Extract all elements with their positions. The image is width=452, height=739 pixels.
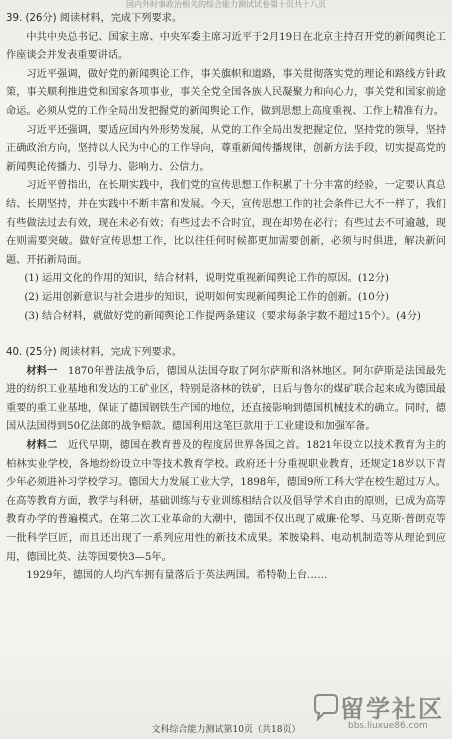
- material-text: 1870年普法战争后，德国从法国夺取了阿尔萨斯和洛林地区。阿尔萨斯是法国最先进的纺织工业基地和发达的工矿业区，特别是洛林的铁矿，日后与鲁尔的煤矿联合起来成为德国最重要的重工业基地，保证了德国钢铁生产国的地位，还直接影响到德国机械技术的确立。同时，德国从法国得到50亿法郎的战争赔款。德国利用这笔巨款用于工业建设和加强军备。: [6, 365, 446, 433]
- q39-paragraph: 习近平曾指出，在长期实践中，我们党的宣传思想工作积累了十分丰富的经验，一定要认真总结、长期坚持，并在实践中不断丰富和发展。今天，宣传思想工作的社会条件已大不一样了，我们有些做法过去有效，现在未必有效；有些过去不合时宜，现在却势在必行；有些过去不可逾越，现在则需要突破。做好宣传思想工作，比以往任何时候都更加需要创新，必须与时俱进，解决新问题、开拓新局面。: [6, 180, 446, 266]
- material-label: 材料二: [26, 440, 58, 452]
- watermark-url: bbs.liuxue86.com: [348, 721, 428, 731]
- question-40-heading: 40. (25分) 阅读材料，完成下列要求。: [6, 347, 183, 359]
- q40-material-1: [6, 363, 446, 437]
- material-text: 近代早期，德国在教育普及的程度居世界各国之首。1821年设立以技术教育为主的柏林实业学校，各地纷纷设立中等技术教育学校。政府还十分重视职业教育，还规定18岁以下青少年必须进补习学校学习。德国大力发展工业大学，1898年，德国9所工科大学在校生超过万人。在高等教育方面，教学与科研，基础训练与专业训练相结合以及倡导学术自由的原则，已成为高等教育办学的普遍模式。在第二次工业革命的大潮中，德国不仅出现了威廉·伦琴、马克斯·普朗克等一批科学巨匠，而且还出现了一系列应用性的新技术成果。苯胺染料、电动机制造等从理论到应用，德国比英、法等国要快3—5年。: [6, 440, 446, 563]
- exam-content: [6, 10, 446, 586]
- watermark-text: 留学社区: [340, 695, 444, 723]
- q40-tail-line: 1929年，德国的人均汽车拥有量落后于英法两国。希特勒上台……: [26, 570, 328, 582]
- q39-paragraph: 习近平强调，做好党的新闻舆论工作，事关旗帜和道路，事关贯彻落实党的理论和路线方针政策，事关顺利推进党和国家各项事业，事关全党全国各族人民凝聚力和向心力，事关党和国家前途命运。必须从党的工作全局出发把握党的新闻舆论工作，做到思想上高度重视、工作上精准有力。: [6, 68, 446, 117]
- material-label: 材料一: [26, 365, 58, 377]
- q39-subquestion-1: (1) 运用文化的作用的知识，结合材料，说明党重视新闻舆论工作的原因。(12分): [24, 273, 389, 285]
- q39-subquestion-3: (3) 结合材料，就做好党的新闻舆论工作提两条建议（要求每条字数不超过15个）。(4分): [24, 310, 421, 322]
- question-39-heading: 39. (26分) 阅读材料，完成下列要求。: [6, 13, 183, 24]
- section-gap: [6, 326, 446, 344]
- page-top-strip: 国内外时事政治相关的综合能力测试试卷第十页共十八页: [126, 0, 326, 9]
- page-footer: 文科综合能力测试第10页（共18页）: [151, 725, 301, 735]
- q40-material-2: [6, 437, 446, 567]
- q39-subquestion-2: (2) 运用创新意识与社会进步的知识，说明如何实现新闻舆论工作的创新。(10分): [24, 291, 389, 303]
- chat-bubble-icon: [312, 693, 340, 721]
- q39-paragraph: 习近平还强调，要适应国内外形势发展，从党的工作全局出发把握定位，坚持党的领导，坚持正确政治方向，坚持以人民为中心的工作导向，尊重新闻传播规律，创新方法手段，切实提高党的新闻舆论传播力、引导力、影响力、公信力。: [6, 124, 446, 173]
- q39-paragraph: 中共中央总书记、国家主席、中央军委主席习近平于2月19日在北京主持召开党的新闻舆论工作座谈会并发表重要讲话。: [6, 31, 446, 62]
